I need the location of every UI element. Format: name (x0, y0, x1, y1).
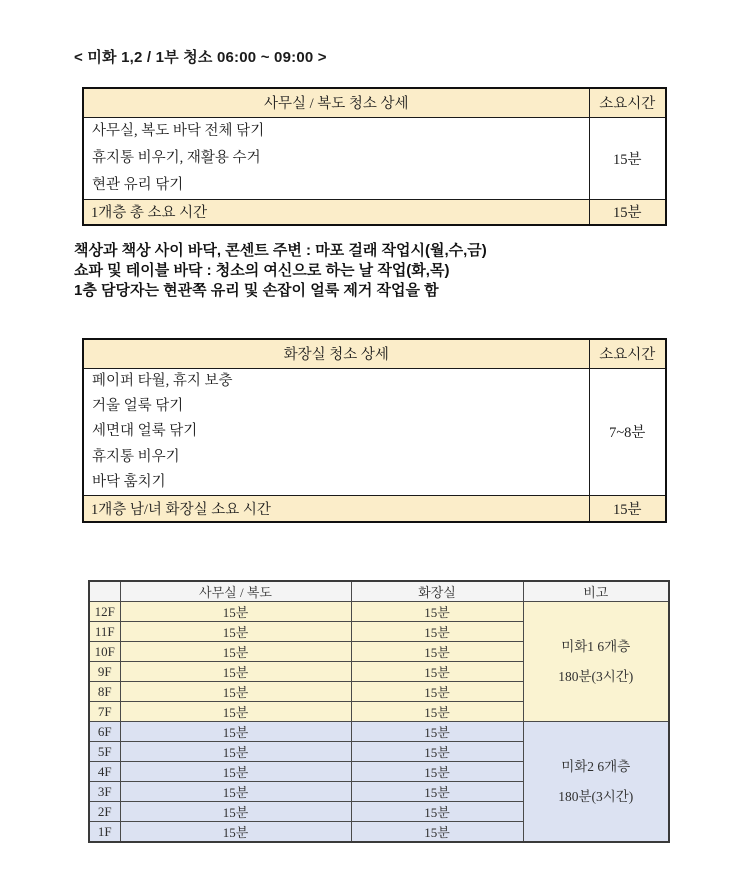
restroom-time: 15분 (351, 822, 523, 843)
restroom-table-header-time: 소요시간 (589, 339, 666, 368)
note-line: 책상과 책상 사이 바닥, 콘센트 주변 : 마포 걸래 작업시(월,수,금) (74, 242, 487, 259)
restroom-task-line: 휴지통 비우기 (92, 448, 180, 465)
office-task-line: 현관 유리 닦기 (92, 176, 184, 193)
office-time: 15분 (120, 822, 351, 843)
group1-note-cell (523, 602, 669, 722)
floor-label: 12F (89, 602, 120, 622)
restroom-table-header-task: 화장실 청소 상세 (83, 339, 589, 368)
restroom-tasks-time: 7~8분 (589, 368, 666, 496)
note-line: 쇼파 및 테이블 바닥 : 청소의 여신으로 하는 날 작업(화,목) (74, 262, 450, 279)
office-tasks-time: 15분 (589, 117, 666, 199)
office-time: 15분 (120, 702, 351, 722)
restroom-time: 15분 (351, 782, 523, 802)
group2-note-line: 180분(3시간) (558, 788, 634, 804)
floor-label: 7F (89, 702, 120, 722)
office-table-header-task: 사무실 / 복도 청소 상세 (83, 88, 589, 117)
restroom-total-label: 1개층 남/녀 화장실 소요 시간 (83, 496, 589, 522)
floor-label: 5F (89, 742, 120, 762)
office-table-header-time: 소요시간 (589, 88, 666, 117)
restroom-time: 15분 (351, 702, 523, 722)
floor-label: 3F (89, 782, 120, 802)
floor-label: 11F (89, 622, 120, 642)
floor-header-office: 사무실 / 복도 (120, 581, 351, 602)
floor-label: 6F (89, 722, 120, 742)
restroom-task-line: 거울 얼룩 닦기 (92, 397, 184, 414)
office-time: 15분 (120, 782, 351, 802)
office-time: 15분 (120, 722, 351, 742)
floor-header-restroom: 화장실 (351, 581, 523, 602)
floor-label: 8F (89, 682, 120, 702)
office-time: 15분 (120, 802, 351, 822)
floor-header-note: 비고 (523, 581, 669, 602)
floor-label: 9F (89, 662, 120, 682)
restroom-total-time: 15분 (589, 496, 666, 522)
restroom-time: 15분 (351, 742, 523, 762)
floor-label: 10F (89, 642, 120, 662)
restroom-time: 15분 (351, 642, 523, 662)
floor-label: 1F (89, 822, 120, 843)
floor-label: 2F (89, 802, 120, 822)
office-time: 15분 (120, 762, 351, 782)
restroom-task-list (83, 368, 589, 496)
note-line: 1층 담당자는 현관쪽 유리 및 손잡이 얼룩 제거 작업을 함 (74, 282, 439, 299)
restroom-time: 15분 (351, 722, 523, 742)
office-time: 15분 (120, 622, 351, 642)
office-task-list (83, 117, 589, 199)
group1-note-line: 180분(3시간) (558, 668, 634, 684)
floor-schedule-table (88, 580, 670, 843)
office-time: 15분 (120, 662, 351, 682)
office-task-line: 사무실, 복도 바닥 전체 닦기 (92, 122, 265, 139)
group2-note-line: 미화2 6개층 (561, 758, 631, 774)
floor-row (89, 722, 669, 742)
office-time: 15분 (120, 682, 351, 702)
restroom-task-line: 페이퍼 타월, 휴지 보충 (92, 372, 233, 389)
office-time: 15분 (120, 742, 351, 762)
restroom-time: 15분 (351, 622, 523, 642)
office-total-time: 15분 (589, 199, 666, 225)
floor-header-empty (89, 581, 120, 602)
office-time: 15분 (120, 642, 351, 662)
office-time: 15분 (120, 602, 351, 622)
restroom-time: 15분 (351, 762, 523, 782)
group2-note-cell (523, 722, 669, 843)
notes-block (74, 241, 487, 301)
restroom-cleaning-table (82, 338, 667, 523)
restroom-time: 15분 (351, 602, 523, 622)
floor-row (89, 602, 669, 622)
office-task-line: 휴지통 비우기, 재활용 수거 (92, 149, 261, 166)
group1-note-line: 미화1 6개층 (561, 638, 631, 654)
restroom-task-line: 세면대 얼룩 닦기 (92, 423, 198, 440)
document-title: < 미화 1,2 / 1부 청소 06:00 ~ 09:00 > (74, 49, 327, 66)
restroom-task-line: 바닥 훔치기 (92, 474, 166, 491)
office-cleaning-table (82, 87, 667, 226)
office-total-label: 1개층 총 소요 시간 (83, 199, 589, 225)
restroom-time: 15분 (351, 682, 523, 702)
restroom-time: 15분 (351, 662, 523, 682)
restroom-time: 15분 (351, 802, 523, 822)
floor-label: 4F (89, 762, 120, 782)
